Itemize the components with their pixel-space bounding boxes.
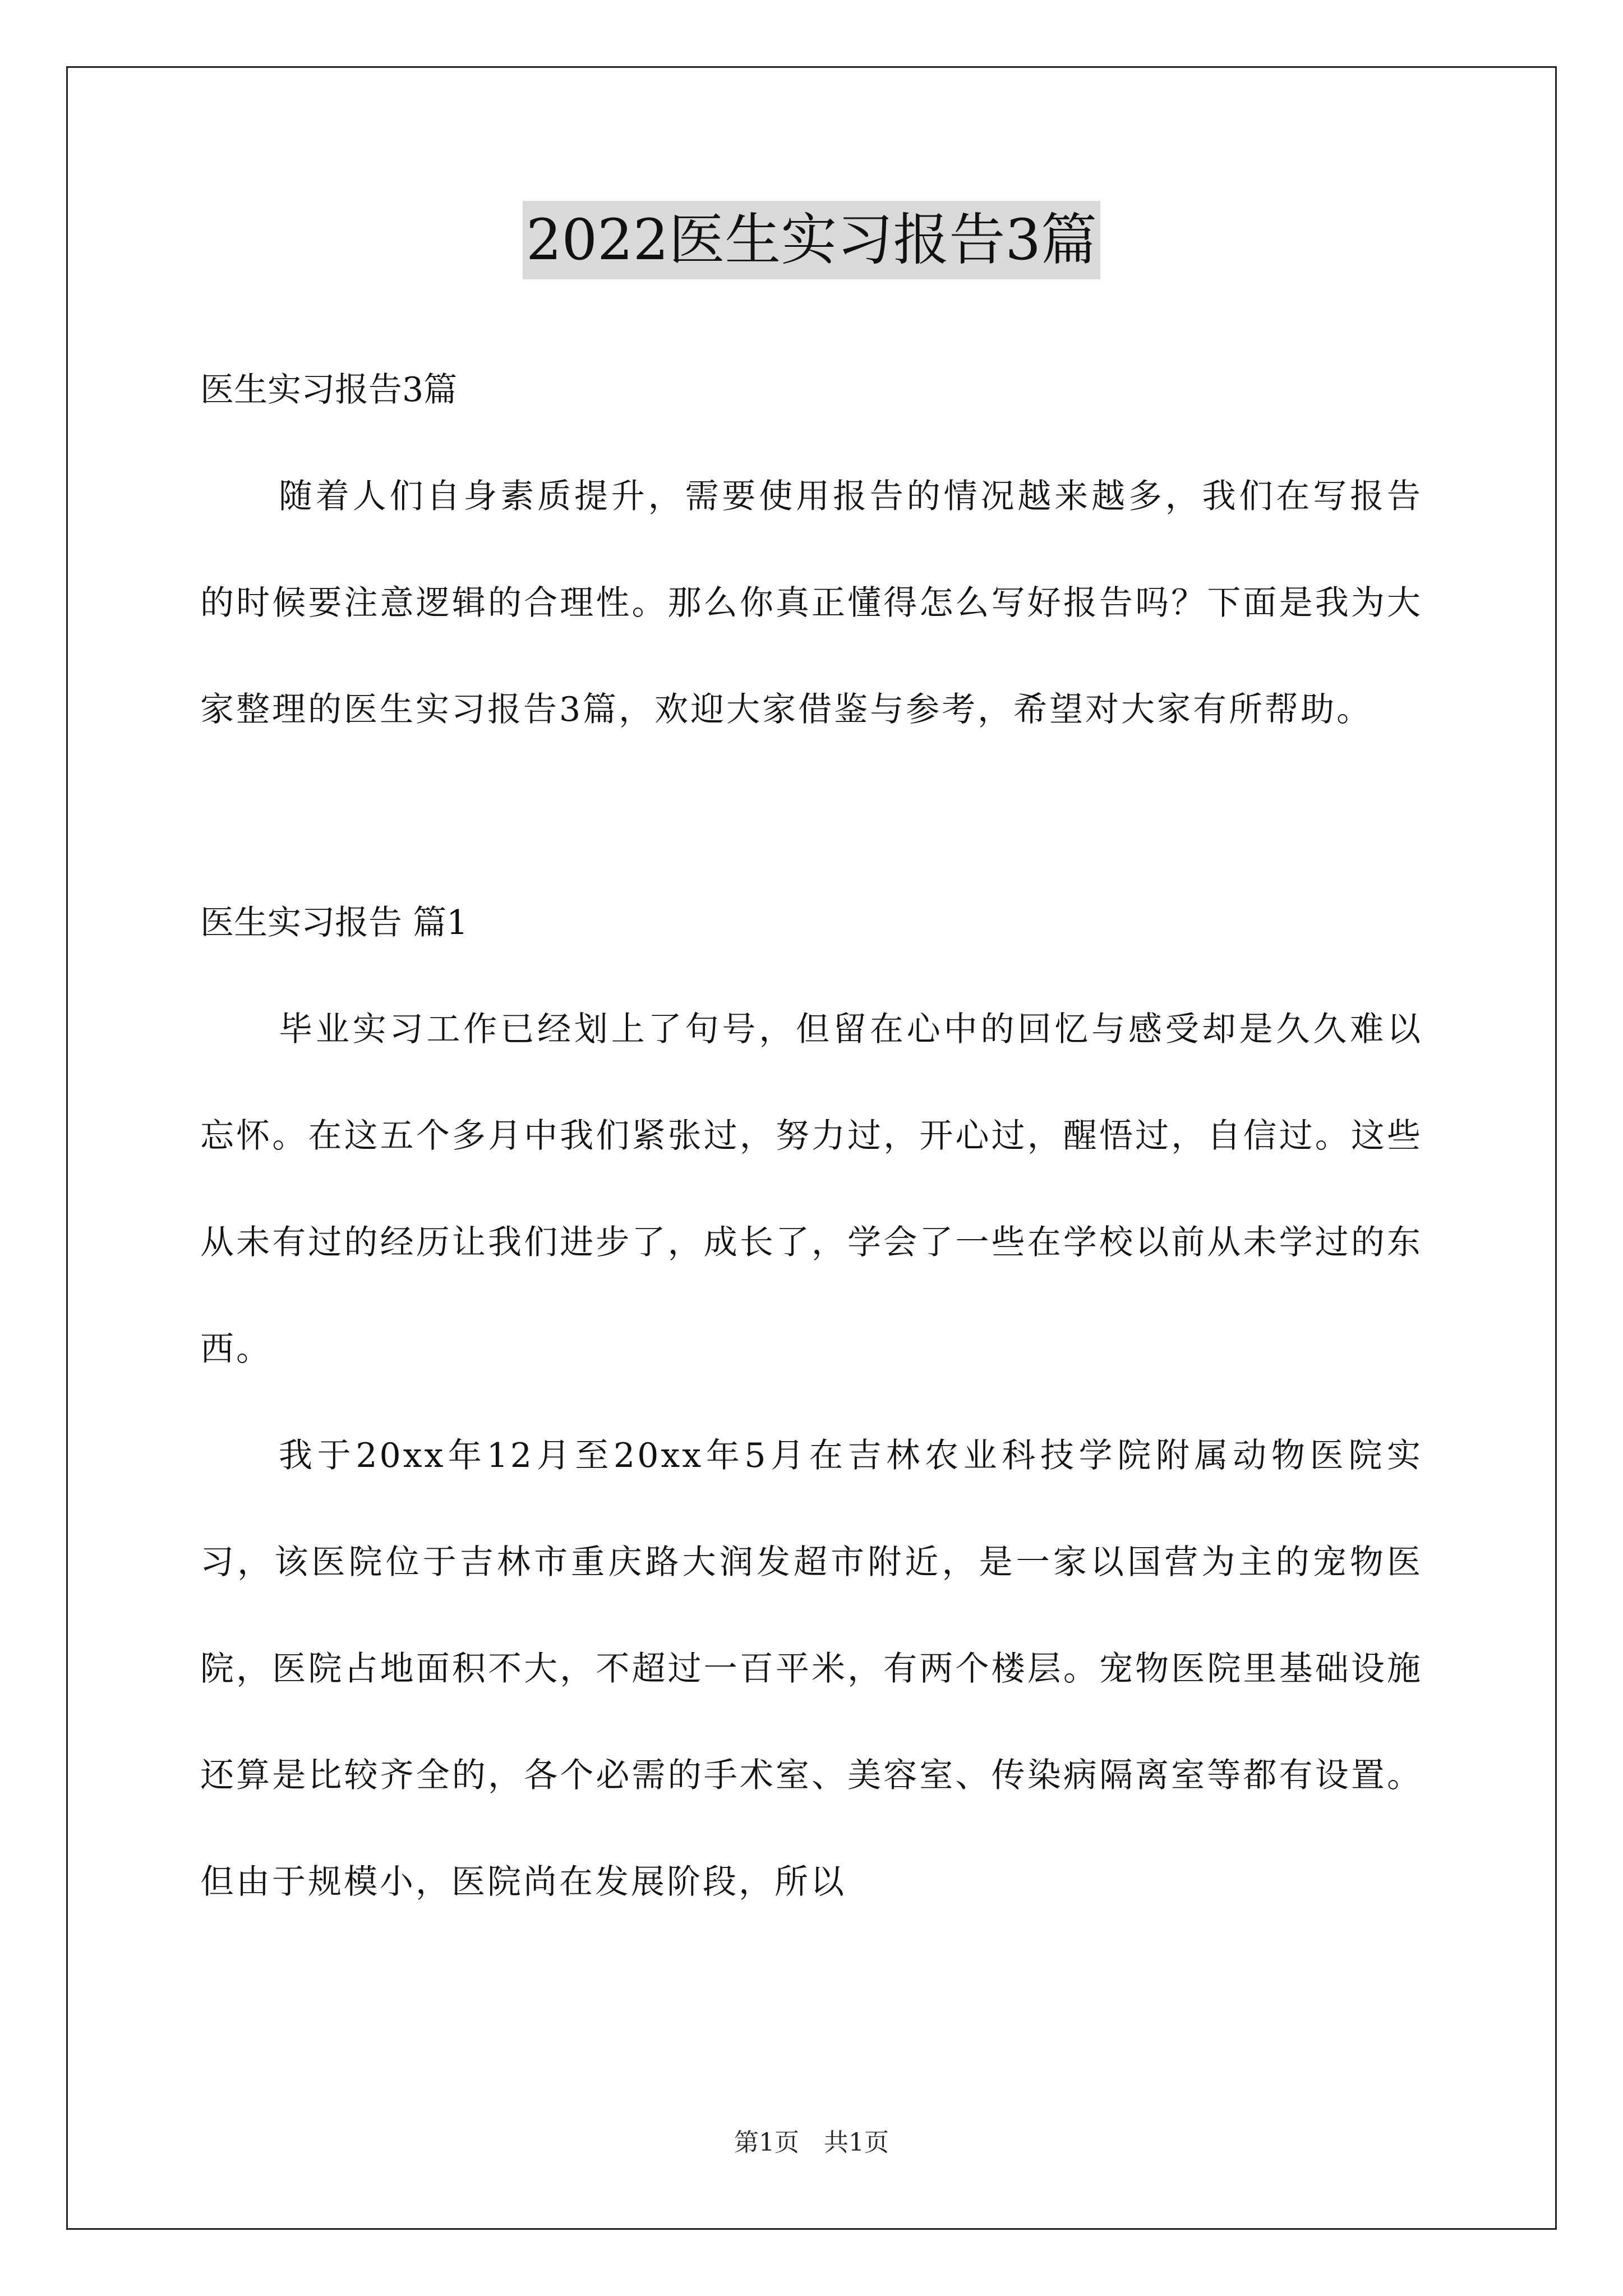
section-1-paragraph-2: 我于20xx年12月至20xx年5月在吉林农业科技学院附属动物医院实习，该医院位于吉林市重庆路大润发超市附近，是一家以国营为主的宠物医院，医院占地面积不大，不超过一百平米，有两个楼层。宠物医院里基础设施还算是比较齐全的，各个必需的手术室、美容室、传染病隔离室等都有设置。但由于规模小，医院尚在发展阶段，所以: [200, 1436, 1423, 1902]
document-subtitle: 医生实习报告3篇: [200, 370, 458, 409]
title-container: [0, 201, 1623, 279]
intro-paragraph: 随着人们自身素质提升，需要使用报告的情况越来越多，我们在写报告的时候要注意逻辑的合理性。那么你真正懂得怎么写好报告吗？下面是我为大家整理的医生实习报告3篇，欢迎大家借鉴与参考，希望对大家有所帮助。: [200, 477, 1423, 729]
page-total: 共1页: [824, 2128, 889, 2157]
section-1-heading: 医生实习报告 篇1: [200, 903, 468, 942]
page-footer: [0, 2126, 1623, 2160]
section-1-paragraph-1: 毕业实习工作已经划上了句号，但留在心中的回忆与感受却是久久难以忘怀。在这五个多月中我们紧张过，努力过，开心过，醒悟过，自信过。这些从未有过的经历让我们进步了，成长了，学会了一些在学校以前从未学过的东西。: [200, 1010, 1423, 1369]
paragraph-gap: [200, 763, 1423, 869]
document-title: 2022医生实习报告3篇: [523, 201, 1100, 279]
document-body: [200, 337, 1423, 1935]
page-number: 第1页: [734, 2128, 799, 2157]
